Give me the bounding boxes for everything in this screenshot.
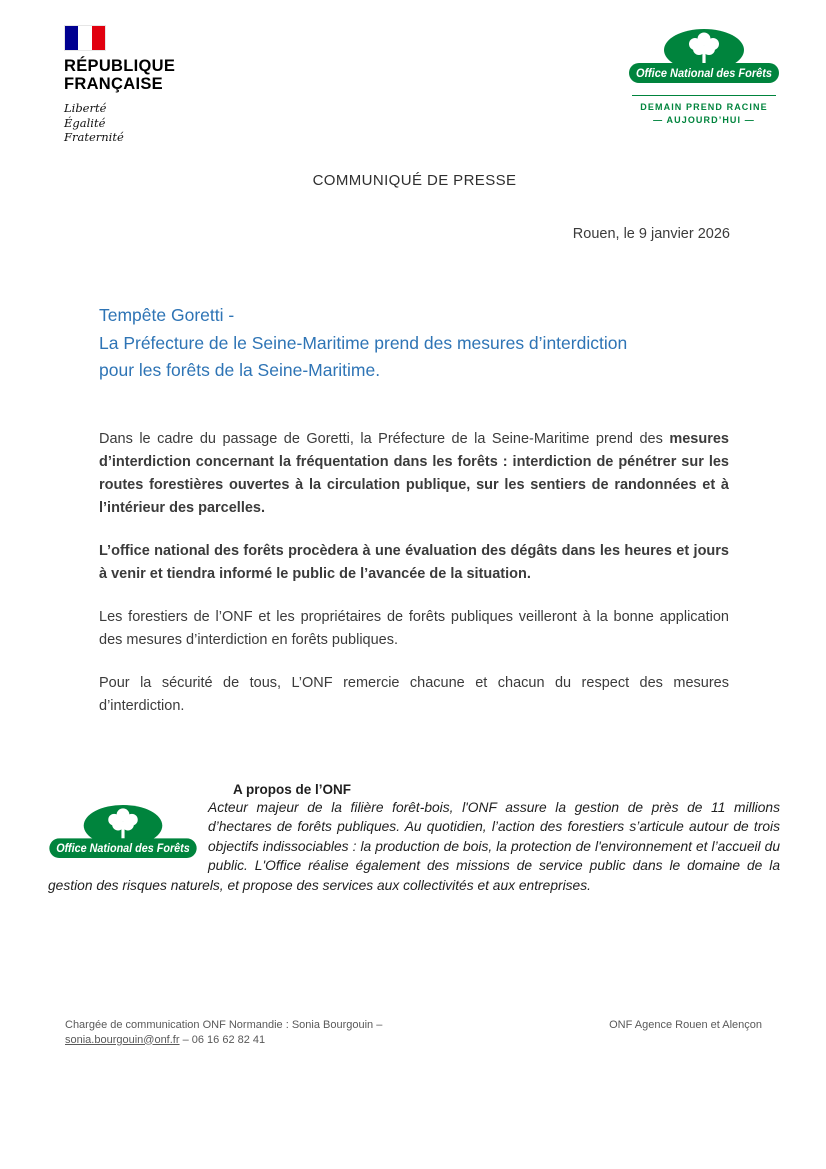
about-onf-section [48,782,780,895]
onf-logo-small [48,804,198,864]
motto-line: Liberté [64,101,107,115]
title-line: La Préfecture de le Seine-Maritime prend des mesures d’interdiction [99,332,628,353]
onf-tagline-line: DEMAIN PREND RACINE [640,102,768,112]
title-line: Tempête Goretti - [99,305,235,325]
about-text: Acteur majeur de la filière forêt-bois, l'ONF assure la gestion de près de 11 millions d’hectares de forêts publiques. Au quotidien, l’action des forestiers s’articule autour de trois objectifs indissociables : la production de bois, la protection de l'environnement et l’accueil du public. L'Office réalise également des missions de service public dans le domaine de la gestion des risques naturels, et propose des services aux collectivités et aux entreprises. [48,800,780,893]
onf-logo-text: Office National des Forêts [636,66,773,80]
press-release-title [99,302,765,385]
republique-francaise-logo [64,26,175,145]
paragraph-4: Pour la sécurité de tous, L’ONF remercie chacune et chacun du respect des mesures d’interdiction. [99,675,729,714]
paragraph-3: Les forestiers de l’ONF et les propriétaires de forêts publiques veilleront à la bonne application des mesures d’interdiction en forêts publiques. [99,609,729,648]
flag-stripe-blue [65,26,78,50]
motto-line: Égalité [64,115,106,130]
about-heading: A propos de l’ONF [233,782,351,797]
title-line: pour les forêts de la Seine-Maritime. [99,360,381,380]
onf-tree-icon [48,804,198,859]
onf-logo-divider [632,95,776,96]
press-release-body [99,428,729,738]
onf-logo-text: Office National des Forêts [56,842,191,856]
onf-tagline-line: — AUJOURD’HUI — [653,114,755,125]
wordmark-line: FRANÇAISE [64,75,163,93]
document-kicker: COMMUNIQUÉ DE PRESSE [312,172,517,189]
republique-francaise-wordmark [64,57,175,93]
agency-name: ONF Agence Rouen et Alençon [609,1019,762,1031]
page-footer [65,1018,762,1047]
about-body [48,798,780,895]
paragraph-1-normal: Dans le cadre du passage de Goretti, la Préfecture de la Seine-Maritime prend des [99,431,670,447]
email-link[interactable]: sonia.bourgouin@onf.fr [65,1033,180,1046]
contact-line-2 [65,1033,382,1048]
flag-stripe-white [78,26,91,50]
french-flag-icon [65,26,105,50]
onf-logo [628,28,780,126]
paragraph-1-bold: mesures d’interdiction concernant la fréquentation dans les forêts : interdiction de pénétrer sur les routes forestières ouvertes à la circulation publique, sur les sentiers de randonnées et à l’intérieur des parcelles. [99,431,729,516]
dateline: Rouen, le 9 janvier 2026 [572,226,730,242]
flag-stripe-red [92,26,105,50]
contact-phone: – 06 16 62 82 41 [179,1033,266,1046]
contact-info [65,1018,382,1047]
paragraph-1 [99,428,729,520]
motto-line: Fraternité [64,130,124,144]
paragraph-2: L’office national des forêts procèdera à une évaluation des dégâts dans les heures et jours à venir et tiendra informé le public de l’avancée de la situation. [99,543,729,582]
republique-motto [64,101,175,145]
wordmark-line: RÉPUBLIQUE [64,57,176,75]
onf-tagline [628,101,780,126]
contact-line-1: Chargée de communication ONF Normandie : Sonia Bourgouin – [65,1019,383,1031]
onf-tree-icon [628,28,780,84]
